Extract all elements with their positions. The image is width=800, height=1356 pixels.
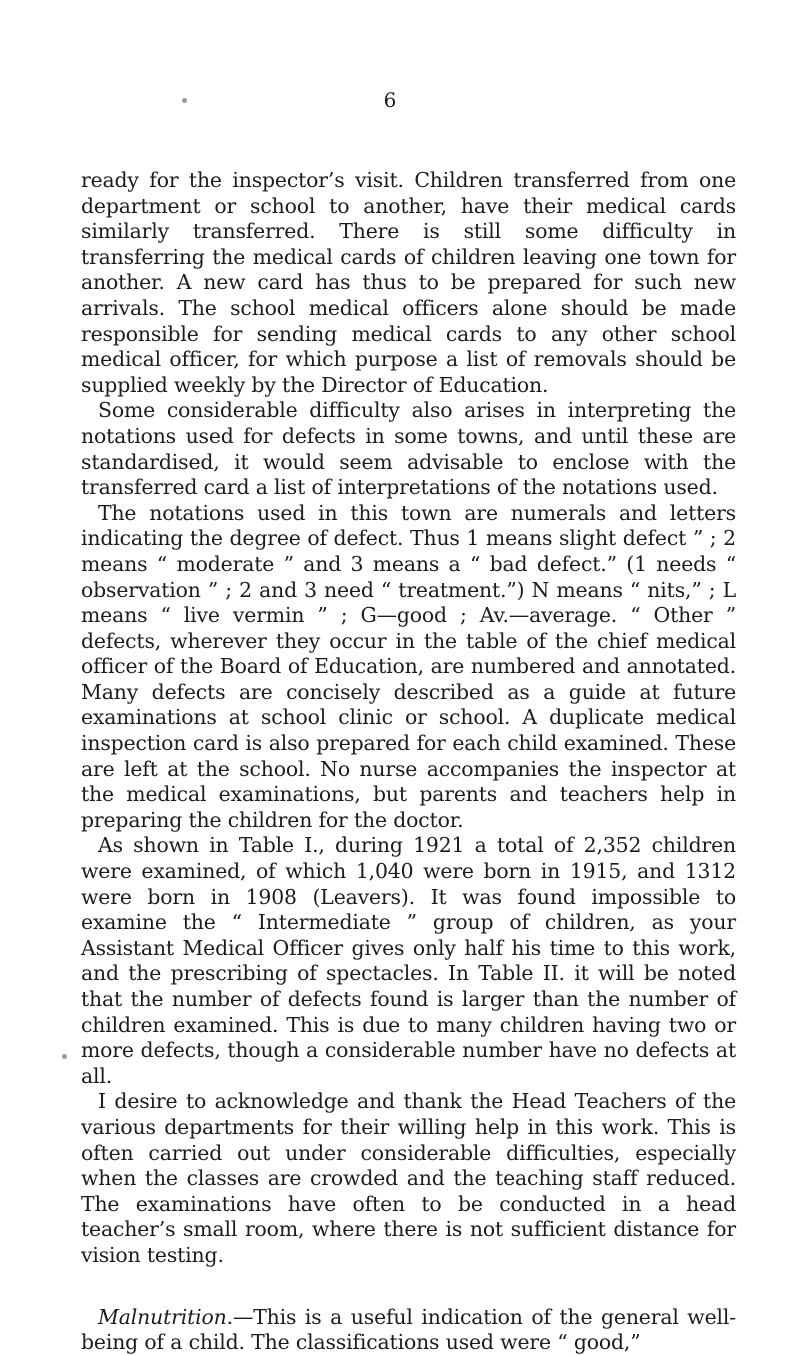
paragraph-notations-used: The notations used in this town are numerals and letters indicating the degree of defect. Thus 1 means slight defect ” ; 2 means “ moderate ” and 3 means a “ bad defect.” (1 needs “ observation ” ; 2 and 3 need “ treatment.”) N means “ nits,” ; L means “ live vermin ” ; G—good ; Av.—average. “ Other ” defects, wherever they occur in the table of the chief medical officer of the Board of Education, are numbered and annotated. Many defects are concisely described as a guide at future examinations at school clinic or school. A duplicate medical inspection card is also prepared for each child examined. These are left at the school. No nurse accompanies the inspector at the medical examinations, but parents and teachers help in preparing the children for the doctor.: [81, 500, 736, 832]
paragraph-card-transfer: ready for the inspector’s visit. Children transferred from one department or school to another, have their medical cards similarly transferred. There is still some difficulty in transferring the medical cards of children leaving one town for another. A new card has thus to be prepared for such new arrivals. The school medical officers alone should be made responsible for sending medical cards to any other school medical officer, for which purpose a list of removals should be supplied weekly by the Director of Education.: [81, 168, 736, 397]
paragraph-acknowledgement: I desire to acknowledge and thank the Head Teachers of the various departments for their willing help in this work. This is often carried out under considerable difficulties, especially when the classes are crowded and the teaching staff reduced. The examinations have often to be conducted in a head teacher’s small room, where there is not sufficient distance for vision testing.: [81, 1089, 736, 1267]
paragraph-malnutrition: [81, 1305, 736, 1356]
malnutrition-text: —This is a useful indication of the general well-being of a child. The classifications used were “ good,”: [81, 1304, 736, 1355]
body-text: [81, 168, 736, 1356]
malnutrition-heading: Malnutrition.: [98, 1304, 233, 1329]
page-number: 6: [383, 88, 397, 112]
scan-speck: [62, 1054, 67, 1059]
paragraph-examination-totals: As shown in Table I., during 1921 a total of 2,352 children were examined, of which 1,040 were born in 1915, and 1312 were born in 1908 (Leavers). It was found impossible to examine the “ Intermediate ” group of children, as your Assistant Medical Officer gives only half his time to this work, and the prescribing of spectacles. In Table II. it will be noted that the number of defects found is larger than the number of children examined. This is due to many children having two or more defects, though a considerable number have no defects at all.: [81, 833, 736, 1088]
paragraph-notation-difficulty: Some considerable difficulty also arises in interpreting the notations used for defects in some towns, and until these are standardised, it would seem advisable to enclose with the transferred card a list of interpretations of the notations used.: [81, 398, 736, 500]
